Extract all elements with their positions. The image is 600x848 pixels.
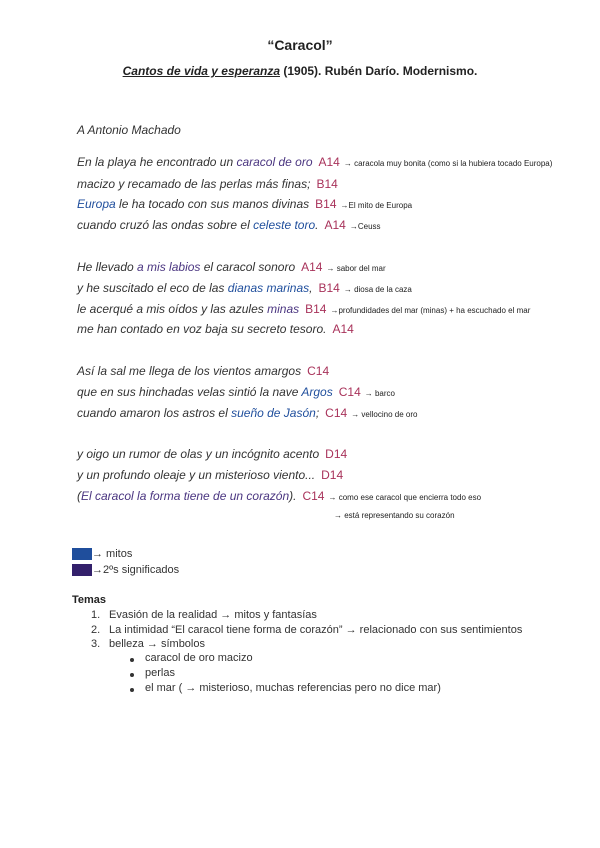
- poem-text: macizo y recamado de las perlas más finas;: [77, 177, 311, 191]
- document-title: “Caracol”: [267, 37, 333, 53]
- poem-line: [77, 281, 412, 295]
- annotation-note: → sabor del mar: [326, 264, 386, 273]
- poem-line: [77, 489, 481, 503]
- annotation-note: → está representando su corazón: [334, 511, 455, 520]
- highlighted-word: sueño de Jasón: [231, 406, 316, 420]
- legend-item-second-meanings: [72, 564, 179, 576]
- annotation-note: →profundidades del mar (minas) + ha escuchado el mar: [330, 306, 531, 315]
- legend-item-mitos: [72, 548, 132, 560]
- rhyme-label: D14: [325, 447, 348, 461]
- highlighted-word: El caracol la forma tiene de un corazón: [81, 489, 290, 503]
- poem-line: [77, 177, 342, 191]
- rhyme-label: C14: [302, 489, 325, 503]
- annotation-note: → diosa de la caza: [343, 285, 412, 294]
- rhyme-label: B14: [316, 177, 338, 191]
- poem-text: le acerqué a mis oídos y las azules: [77, 302, 268, 316]
- poem-line: [77, 302, 530, 316]
- rhyme-label: B14: [305, 302, 327, 316]
- poem-text: ).: [289, 489, 297, 503]
- poem-line: [77, 406, 417, 420]
- list-number: 3.: [91, 638, 101, 650]
- poem-text: y un profundo oleaje y un misterioso viento...: [77, 468, 316, 482]
- bullet-icon: [130, 658, 134, 662]
- poem-line: [77, 385, 395, 399]
- highlighted-word: Europa: [77, 197, 116, 211]
- poem-text: ,: [309, 281, 313, 295]
- poem-line: [77, 260, 386, 274]
- poem-text: (: [77, 489, 81, 503]
- list-item: La intimidad “El caracol tiene forma de corazón” → relacionado con sus sentimientos: [109, 624, 523, 636]
- rhyme-label: C14: [325, 406, 348, 420]
- subtitle-rest: (1905). Rubén Darío. Modernismo.: [280, 64, 478, 78]
- poem-text: He llevado: [77, 260, 138, 274]
- poem-line: [77, 155, 552, 169]
- poem-line: [77, 322, 358, 336]
- highlighted-word: minas: [267, 302, 300, 316]
- bullet-icon: [130, 673, 134, 677]
- annotation-note: → vellocino de oro: [351, 410, 418, 419]
- poem-text: .: [315, 218, 319, 232]
- poem-text: Así la sal me llega de los vientos amargos: [77, 364, 302, 378]
- rhyme-label: D14: [321, 468, 344, 482]
- highlighted-word: caracol de oro: [236, 155, 313, 169]
- rhyme-label: A14: [301, 260, 323, 274]
- rhyme-label: A14: [332, 322, 354, 336]
- poem-text: el caracol sonoro: [200, 260, 296, 274]
- rhyme-label: B14: [318, 281, 340, 295]
- rhyme-label: A14: [324, 218, 346, 232]
- list-item: belleza → símbolos: [109, 638, 205, 650]
- legend-swatch: [72, 548, 92, 560]
- rhyme-label: A14: [318, 155, 340, 169]
- sub-list-item: caracol de oro macizo: [145, 652, 253, 664]
- document-subtitle: [0, 64, 600, 78]
- annotation-note: → caracola muy bonita (como si la hubiera tocado Europa): [343, 159, 553, 168]
- poem-text: cuando cruzó las ondas sobre el: [77, 218, 254, 232]
- legend-label: →2ºs significados: [92, 564, 180, 576]
- poem-text: le ha tocado con sus manos divinas: [115, 197, 310, 211]
- highlighted-word: dianas marinas: [227, 281, 310, 295]
- annotation-note: → como ese caracol que encierra todo eso: [328, 493, 482, 502]
- legend-swatch: [72, 564, 92, 576]
- legend-label: → mitos: [92, 548, 133, 560]
- poem-text: ;: [315, 406, 320, 420]
- rhyme-label: B14: [315, 197, 337, 211]
- poem-text: En la playa he encontrado un: [77, 155, 237, 169]
- list-number: 2.: [91, 624, 101, 636]
- poem-line: [77, 218, 381, 232]
- dedication: A Antonio Machado: [77, 123, 181, 137]
- poem-line: [77, 197, 412, 211]
- list-number: 1.: [91, 609, 101, 621]
- work-title: Cantos de vida y esperanza: [122, 64, 281, 78]
- poem-text: me han contado en voz baja su secreto tesoro.: [77, 322, 327, 336]
- sub-list-item: perlas: [145, 667, 175, 679]
- poem-text: y oigo un rumor de olas y un incógnito acento: [77, 447, 320, 461]
- poem-text: que en sus hinchadas velas sintió la nave: [77, 385, 302, 399]
- poem-text: cuando amaron los astros el: [77, 406, 232, 420]
- highlighted-word: Argos: [301, 385, 333, 399]
- themes-heading: Temas: [72, 594, 107, 606]
- poem-text: y he suscitado el eco de las: [77, 281, 228, 295]
- poem-line: [77, 364, 333, 378]
- annotation-note: →El mito de Europa: [340, 201, 413, 210]
- rhyme-label: C14: [338, 385, 361, 399]
- highlighted-word: a mis labios: [137, 260, 201, 274]
- poem-line: [77, 447, 351, 461]
- highlighted-word: celeste toro: [253, 218, 316, 232]
- list-item: Evasión de la realidad → mitos y fantasías: [109, 609, 317, 621]
- annotation-note: → barco: [364, 389, 395, 398]
- sub-list-item: el mar ( → misterioso, muchas referencias pero no dice mar): [145, 682, 441, 694]
- annotation-note: →Ceuss: [349, 222, 381, 231]
- rhyme-label: C14: [307, 364, 330, 378]
- poem-line: [77, 468, 347, 482]
- bullet-icon: [130, 688, 134, 692]
